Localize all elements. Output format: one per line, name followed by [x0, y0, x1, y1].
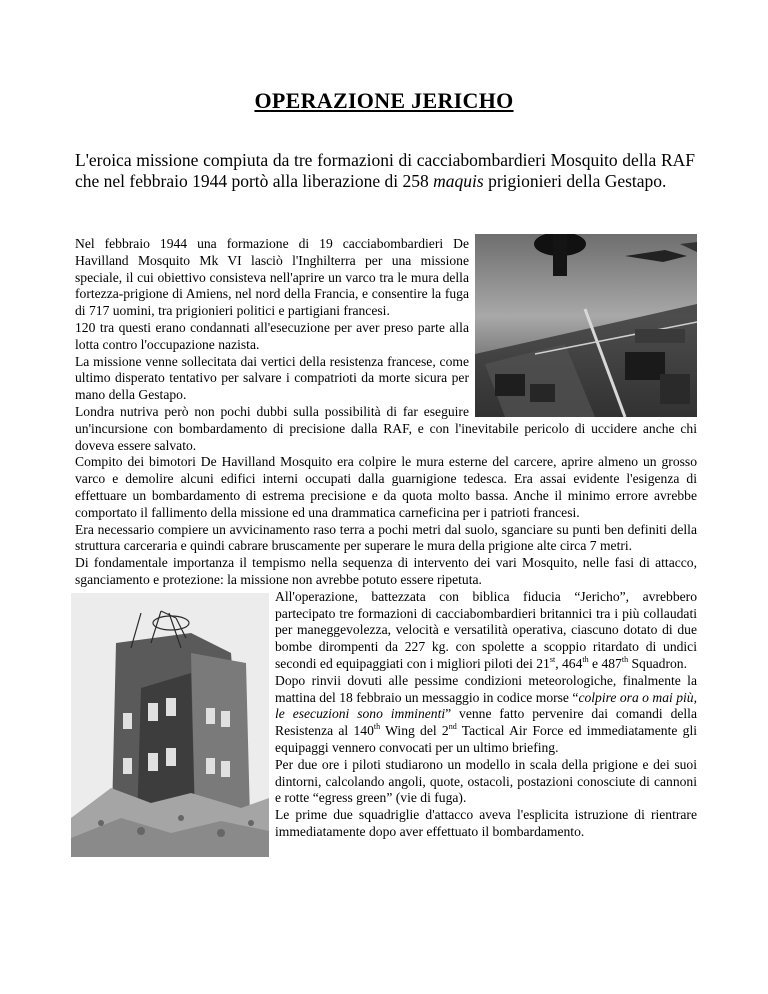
paragraph-11: Le prime due squadriglie d'attacco aveva l'esplicita istruzione di rientrare immediatamente dopo aver effettuato il bombardamento. [275, 807, 697, 839]
paragraph-7: Di fondamentale importanza il tempismo nella sequenza di intervento dei vari Mosquito, nelle fasi di attacco, sganciamento e protezione: la missione non avrebbe potuto essere ripetuta. [75, 555, 697, 587]
article-body [75, 236, 697, 859]
aerial-photo [475, 234, 697, 417]
intro-paragraph: L'eroica missione compiuta da tre formazioni di cacciabombardieri Mosquito della RAF che nel febbraio 1944 portò alla liberazione di 258 maquis prigionieri della Gestapo. [75, 150, 695, 191]
paragraph-8: All'operazione, battezzata con biblica fiducia “Jericho”, avrebbero partecipato tre formazioni di cacciabombardieri britannici tra i più collaudati per maneggevolezza, velocità e versatilità operativa, ciascuno dotato di due bombe dirompenti da 227 kg. con spolette a scoppio ritardato di undici secondi ed equipaggiati con i migliori piloti dei 21st, 464th e 487th Squadron. [275, 588, 697, 671]
paragraph-5: Compito dei bimotori De Havilland Mosquito era colpire le mura esterne del carcere, aprire almeno un grosso varco e demolire alcuni edifici interni occupati dalla guarnigione tedesca. Era assai evidente l'esigenza di effettuare un bombardamento di estrema precisione e da quota molto bassa. Anche il minimo errore avrebbe comportato il fallimento della missione ed una drammatica carneficina per i patrioti francesi. [75, 454, 697, 520]
page-title: OPERAZIONE JERICHO [254, 88, 514, 113]
paragraph-4: Londra nutriva però non pochi dubbi sulla possibilità di far eseguire un'incursione con bombardamento di precisione dalla RAF, e con l'inevitabile pericolo di uccidere anche chi doveva essere salvato. [75, 403, 697, 453]
paragraph-3: La missione venne sollecitata dai vertici della resistenza francese, come ultimo disperato tentativo per salvare i compatrioti da morte sicura per mano della Gestapo. [75, 353, 469, 403]
paragraph-10: Per due ore i piloti studiarono un modello in scala della prigione e dei suoi dintorni, calcolando angoli, quote, ostacoli, postazioni conosciute di cannoni e rotte “egress green” (vie di fuga). [275, 756, 697, 806]
ruined-building-photo [71, 593, 269, 857]
paragraph-9: Dopo rinvii dovuti alle pessime condizioni meteorologiche, finalmente la mattina del 18 febbraio un messaggio in codice morse “colpire ora o mai più, le esecuzioni sono imminenti” venne fatto pervenire dai comandi della Resistenza al 140th Wing del 2nd Tactical Air Force ed immediatamente gli equipaggi vennero convocati per un ultimo briefing. [275, 672, 698, 755]
paragraph-6: Era necessario compiere un avvicinamento raso terra a pochi metri dal suolo, sganciare su punti ben definiti della struttura carceraria e quindi cabrare bruscamente per superare le mura della prigione alte circa 7 metri. [75, 521, 697, 554]
paragraph-2: 120 tra questi erano condannati all'esecuzione per aver preso parte alla lotta contro l'occupazione nazista. [75, 319, 469, 352]
paragraph-1: Nel febbraio 1944 una formazione di 19 cacciabombardieri De Havilland Mosquito Mk VI lasciò l'Inghilterra per una missione speciale, il cui obiettivo consisteva nell'aprire un varco tra le mura della fortezza-prigione di Amiens, nel nord della Francia, e consentire la fuga di 717 uomini, tra prigionieri politici e partigiani francesi. [75, 236, 469, 319]
